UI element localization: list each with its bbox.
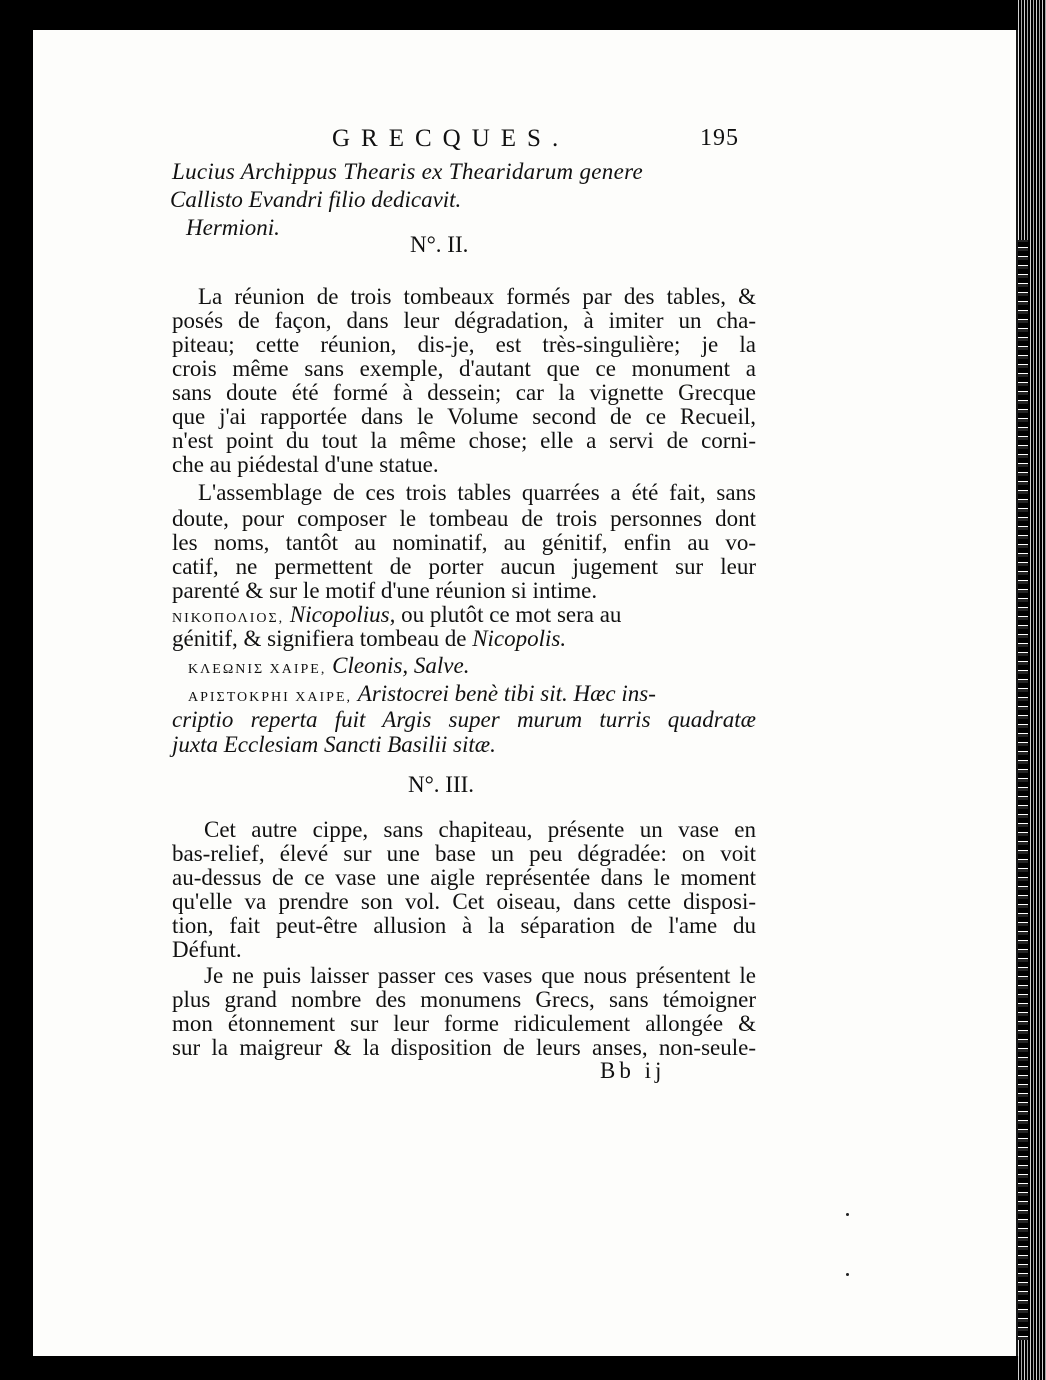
paragraph-line: bas-relief, élevé sur une base un peu dégradée: on voit (172, 841, 756, 866)
paragraph-line: L'assemblage de ces trois tables quarrées a été fait, sans (198, 480, 756, 505)
paragraph-line: posés de façon, dans leur dégradation, à imiter un cha- (172, 308, 756, 333)
paragraph-line: Je ne puis laisser passer ces vases que nous présentent le (204, 963, 756, 988)
paragraph-line: che au piédestal d'une statue. (172, 452, 439, 477)
paragraph-line: mon étonnement sur leur forme ridiculement allongée & (172, 1011, 756, 1036)
running-title: GRECQUES. (332, 125, 570, 152)
scan-speck (846, 1213, 849, 1216)
greek-text: ΚΛΕΩΝΙΣ ΧΑΙΡΕ, (188, 662, 327, 677)
latin-text-line: criptio reperta fuit Argis super murum turris quadratæ (172, 707, 756, 732)
section-heading-iii: N°. III. (408, 772, 475, 797)
paragraph-line: La réunion de trois tombeaux formés par des tables, & (198, 284, 756, 309)
greek-text: ΑΡΙΣΤΟΚΡΗΙ ΧΑΙΡΕ, (188, 690, 353, 705)
paragraph-line: crois même sans exemple, d'autant que ce monument a (172, 356, 756, 381)
inscription-line: Callisto Evandri filio dedicavit. (170, 187, 462, 212)
paragraph-line: sans doute été formé à dessein; car la vignette Grecque (172, 380, 756, 405)
latin-name: Cleonis, Salve. (332, 653, 470, 678)
inscription-line: Hermioni. (186, 215, 280, 240)
page-number: 195 (700, 125, 739, 151)
inscription-line: Lucius Archippus Thearis ex Thearidarum genere (172, 159, 644, 184)
latin-text: Aristocrei benè tibi sit. Hæc ins- (357, 681, 656, 706)
paragraph-line: plus grand nombre des monumens Grecs, sans témoigner (172, 987, 756, 1012)
paragraph-line: catif, ne permettent de porter aucun jugement sur leur (172, 554, 756, 579)
paragraph-line: Cet autre cippe, sans chapiteau, présente un vase en (204, 817, 756, 842)
paragraph-line: les noms, tantôt au nominatif, au génitif, enfin au vo- (172, 530, 756, 555)
paragraph-line: que j'ai rapportée dans le Volume second de ce Recueil, (172, 404, 756, 429)
paragraph-line: parenté & sur le motif d'une réunion si intime. (172, 578, 598, 603)
scan-page-edge-inner (1018, 240, 1028, 1340)
section-heading-ii: N°. II. (410, 232, 469, 257)
paragraph-line: sur la maigreur & la disposition de leurs anses, non-seule- (172, 1035, 756, 1060)
paragraph-line: tion, fait peut-être allusion à la séparation de l'ame du (172, 913, 756, 938)
paragraph-line: doute, pour composer le tombeau de trois personnes dont (172, 506, 756, 531)
paragraph-line: Défunt. (172, 937, 242, 962)
paragraph-line: au-dessus de ce vase une aigle représentée dans le moment (172, 865, 756, 890)
paragraph-line: piteau; cette réunion, dis-je, est très-singulière; je la (172, 332, 756, 357)
scan-speck (846, 1273, 849, 1276)
latin-name: Nicopolius, (289, 602, 396, 627)
greek-inscription-line (172, 625, 772, 653)
signature-mark: Bb ij (600, 1058, 666, 1083)
greek-text: ΝΙΚΟΠΟΛΙΟΣ, (172, 611, 285, 626)
latin-text-line: juxta Ecclesiam Sancti Basilii sitæ. (172, 732, 496, 757)
paragraph-line: n'est point du tout la même chose; elle a servi de corni- (172, 428, 756, 453)
latin-name: Nicopolis. (472, 626, 567, 651)
commentary: génitif, & signifiera tombeau de (172, 626, 467, 651)
paragraph-line: qu'elle va prendre son vol. Cet oiseau, dans cette disposi- (172, 889, 756, 914)
commentary: ou plutôt ce mot sera au (401, 602, 622, 627)
